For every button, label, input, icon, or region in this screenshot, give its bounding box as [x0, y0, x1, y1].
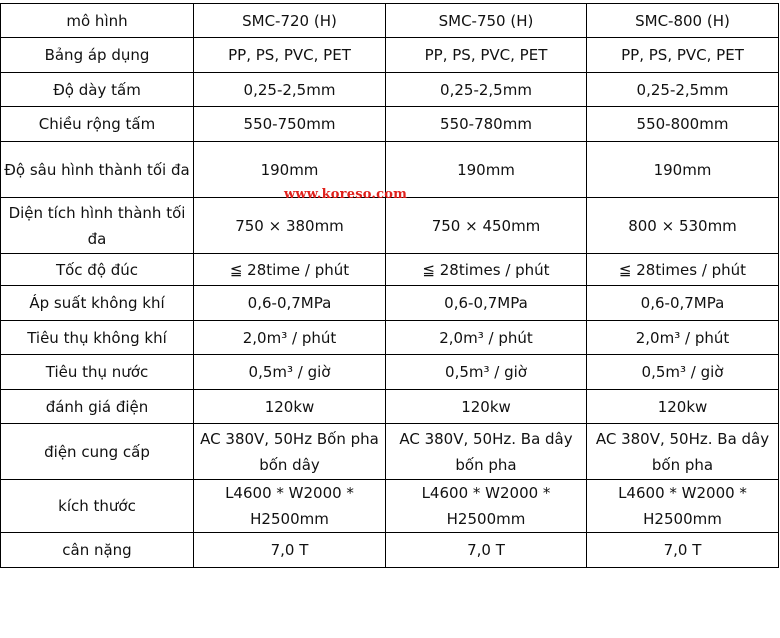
table-cell: 0,5m³ / giờ: [386, 355, 587, 390]
table-cell: 0,25-2,5mm: [587, 73, 779, 107]
table-cell: 0,25-2,5mm: [386, 73, 587, 107]
table-cell: 550-780mm: [386, 107, 587, 142]
table-cell: 2,0m³ / phút: [587, 321, 779, 355]
row-label: cân nặng: [1, 533, 194, 568]
table-cell: AC 380V, 50Hz. Ba dây bốn pha: [587, 424, 779, 480]
table-cell: 7,0 T: [386, 533, 587, 568]
table-cell: L4600 * W2000 * H2500mm: [386, 480, 587, 533]
table-cell: AC 380V, 50Hz. Ba dây bốn pha: [386, 424, 587, 480]
header-cell: SMC-800 (H): [587, 4, 779, 38]
table-cell: ≦ 28time / phút: [194, 254, 386, 286]
table-row: [1, 107, 779, 142]
row-label: Tiêu thụ nước: [1, 355, 194, 390]
table-cell: 2,0m³ / phút: [194, 321, 386, 355]
row-label: Diện tích hình thành tối đa: [1, 198, 194, 254]
watermark-text: www.koreso.com: [284, 187, 408, 202]
row-label: Bảng áp dụng: [1, 38, 194, 73]
table-cell: 190mm: [386, 142, 587, 198]
table-cell: 0,6-0,7MPa: [587, 286, 779, 321]
table-cell: AC 380V, 50Hz Bốn pha bốn dây: [194, 424, 386, 480]
table-cell: 190mm: [587, 142, 779, 198]
row-label: Độ dày tấm: [1, 73, 194, 107]
row-label: đánh giá điện: [1, 390, 194, 424]
table-cell: L4600 * W2000 * H2500mm: [587, 480, 779, 533]
spec-table: [0, 3, 779, 568]
row-label: Tốc độ đúc: [1, 254, 194, 286]
table-row: [1, 355, 779, 390]
table-row: [1, 286, 779, 321]
table-row: [1, 321, 779, 355]
table-row: [1, 424, 779, 480]
table-cell: 750 × 450mm: [386, 198, 587, 254]
table-row: [1, 390, 779, 424]
table-cell: 120kw: [386, 390, 587, 424]
row-label: Tiêu thụ không khí: [1, 321, 194, 355]
table-cell: PP, PS, PVC, PET: [194, 38, 386, 73]
row-label: Chiều rộng tấm: [1, 107, 194, 142]
row-label: Áp suất không khí: [1, 286, 194, 321]
table-cell: 120kw: [587, 390, 779, 424]
header-cell: mô hình: [1, 4, 194, 38]
table-cell: 2,0m³ / phút: [386, 321, 587, 355]
table-row: [1, 73, 779, 107]
table-cell: 190mm: [194, 142, 386, 198]
table-cell: 7,0 T: [587, 533, 779, 568]
table-cell: 0,6-0,7MPa: [386, 286, 587, 321]
table-cell: PP, PS, PVC, PET: [386, 38, 587, 73]
table-cell: ≦ 28times / phút: [386, 254, 587, 286]
row-label: kích thước: [1, 480, 194, 533]
row-label: Độ sâu hình thành tối đa: [1, 142, 194, 198]
table-cell: 0,5m³ / giờ: [587, 355, 779, 390]
table-cell: 750 × 380mm: [194, 198, 386, 254]
table-row: [1, 198, 779, 254]
header-cell: SMC-750 (H): [386, 4, 587, 38]
table-cell: 0,6-0,7MPa: [194, 286, 386, 321]
table-cell: 0,25-2,5mm: [194, 73, 386, 107]
table-row: [1, 38, 779, 73]
table-cell: PP, PS, PVC, PET: [587, 38, 779, 73]
header-row: [1, 4, 779, 38]
table-cell: 120kw: [194, 390, 386, 424]
table-row: [1, 480, 779, 533]
table-row: [1, 533, 779, 568]
table-cell: ≦ 28times / phút: [587, 254, 779, 286]
table-cell: L4600 * W2000 * H2500mm: [194, 480, 386, 533]
header-cell: SMC-720 (H): [194, 4, 386, 38]
row-label: điện cung cấp: [1, 424, 194, 480]
table-cell: 550-750mm: [194, 107, 386, 142]
table-cell: 550-800mm: [587, 107, 779, 142]
table-cell: 800 × 530mm: [587, 198, 779, 254]
table-cell: 0,5m³ / giờ: [194, 355, 386, 390]
table-cell: 7,0 T: [194, 533, 386, 568]
table-row: [1, 254, 779, 286]
